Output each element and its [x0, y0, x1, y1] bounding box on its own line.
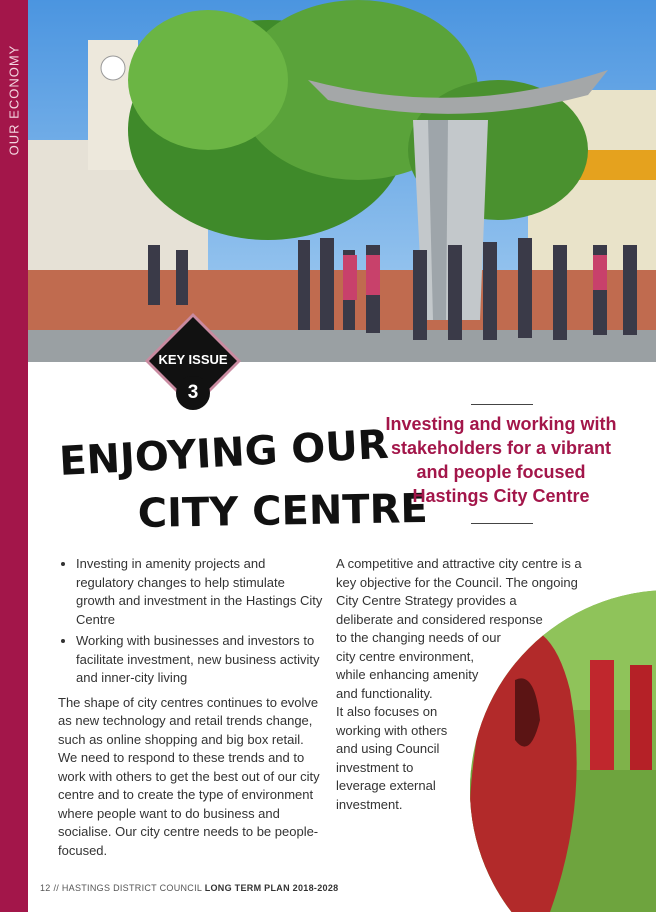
body-line: and using Council: [336, 741, 440, 756]
title-line-2: CITY CENTRE: [137, 485, 429, 537]
body-line: A competitive and attractive city centre is a: [336, 556, 582, 571]
section-label-text: OUR ECONOMY: [6, 44, 22, 156]
body-line: to the changing needs of our: [336, 630, 501, 645]
carving-photo: [460, 570, 656, 912]
subhead-rule-top: [471, 404, 533, 405]
body-line: while enhancing amenity: [336, 667, 479, 682]
bullet-item: • Investing in amenity projects and regulatory changes to help stimulate growth and investment in the Hastings City Centre: [76, 555, 324, 629]
bullet-list: [58, 555, 324, 688]
page-footer: [40, 883, 338, 893]
page-number: 12: [40, 883, 51, 893]
footer-separator: //: [53, 883, 60, 893]
body-line: city centre environment,: [336, 648, 475, 664]
subhead-rule-bottom: [471, 523, 533, 524]
badge-number: 3: [176, 376, 210, 410]
title-line-1: ENJOYING OUR: [58, 421, 390, 485]
body-line: deliberate and considered response: [336, 611, 543, 627]
section-label: [4, 20, 24, 180]
body-line: investment to: [336, 759, 414, 775]
body-line: and functionality.: [336, 685, 433, 701]
footer-doc-title: LONG TERM PLAN 2018-2028: [204, 883, 339, 893]
subheading: Investing and working with stakeholders for a vibrant and people focused Hastings City Centre: [385, 414, 617, 506]
body-paragraph: The shape of city centres continues to evolve as new technology and retail trends change, such as online shopping and big box retail. We need to respond to these trends and to work with others to get the best out of our city centre and to create the type of environment where people want to do business and socialise. Our city centre needs to be people-focused.: [58, 694, 320, 858]
bullet-item: • Working with businesses and investors to facilitate investment, new business activity and inner-city living: [76, 632, 324, 688]
body-line: key objective for the Council. The ongoing: [336, 574, 578, 590]
sidebar-strip: [0, 0, 28, 912]
page-title: [58, 421, 429, 545]
footer-org: HASTINGS DISTRICT COUNCIL: [61, 883, 202, 893]
body-line: It also focuses on: [336, 704, 438, 719]
hero-photo: [28, 0, 656, 362]
left-column: [58, 555, 324, 860]
body-line: working with others: [336, 722, 448, 738]
badge-label: KEY ISSUE: [158, 352, 228, 367]
body-line: leverage external: [336, 778, 436, 793]
body-line: investment.: [336, 796, 403, 812]
body-line: City Centre Strategy provides a: [336, 593, 517, 608]
